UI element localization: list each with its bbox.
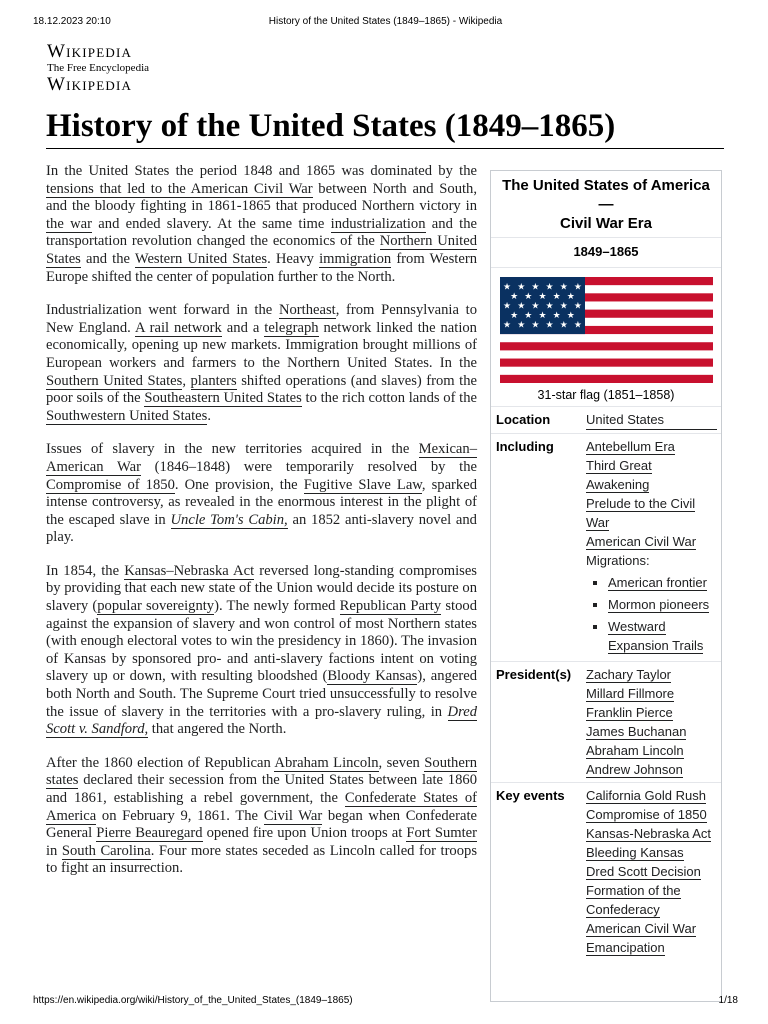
president-link[interactable]: Millard Fillmore bbox=[586, 686, 675, 701]
link-compromise-1850[interactable]: Compromise of 1850 bbox=[46, 476, 175, 493]
text: In the United States the period 1848 and 1865 was dominated by the bbox=[46, 163, 477, 179]
flag-star: ★ bbox=[559, 282, 568, 293]
print-footer bbox=[33, 995, 738, 1009]
key-events-label: Key events bbox=[496, 788, 565, 803]
flag-caption: 31-star flag (1851–1858) bbox=[537, 388, 675, 402]
event-link[interactable]: Emancipation bbox=[586, 940, 665, 955]
text: , sparked intense controversy, as revealed in the enormous interest in the plight of the escaped slave in bbox=[46, 476, 477, 528]
including-link[interactable]: Antebellum Era bbox=[586, 439, 675, 454]
print-header bbox=[33, 16, 738, 30]
infobox-title-era: Civil War Era bbox=[560, 215, 652, 232]
link-telegraph[interactable]: telegraph bbox=[264, 319, 319, 336]
event-link[interactable]: Compromise of 1850 bbox=[586, 807, 707, 822]
flag-star: ★ bbox=[559, 320, 568, 331]
location-link[interactable]: United States bbox=[586, 410, 717, 430]
flag-star: ★ bbox=[503, 320, 512, 331]
infobox-row-location bbox=[491, 406, 721, 433]
flag-star: ★ bbox=[531, 282, 540, 293]
link-rail-network[interactable]: A rail network bbox=[134, 319, 222, 336]
flag-star: ★ bbox=[545, 301, 554, 312]
flag-star: ★ bbox=[552, 292, 561, 303]
italic-title: Uncle Tom's Cabin, bbox=[170, 511, 288, 528]
text: After the 1860 election of Republican bbox=[46, 754, 275, 771]
flag-star: ★ bbox=[545, 282, 554, 293]
infobox bbox=[490, 170, 722, 1002]
infobox-title-country: The United States of America bbox=[502, 177, 710, 194]
migration-link[interactable]: Mormon pioneers bbox=[608, 597, 710, 612]
flag-red-stripe bbox=[500, 375, 713, 383]
print-title: History of the United States (1849–1865) - Wikipedia bbox=[268, 16, 503, 27]
flag-star: ★ bbox=[573, 320, 582, 331]
text: . Heavy bbox=[267, 250, 320, 267]
logo-wordmark-top: Wikipedia bbox=[47, 41, 133, 62]
link-fugitive-slave-law[interactable]: Fugitive Slave Law bbox=[303, 476, 422, 493]
flag-star: ★ bbox=[566, 311, 575, 322]
text: ). The newly formed bbox=[214, 598, 340, 615]
flag-star: ★ bbox=[545, 320, 554, 331]
flag-star: ★ bbox=[559, 301, 568, 312]
paragraph-industrialization bbox=[46, 302, 477, 425]
link-mexican-american-war[interactable]: Mexican–American War bbox=[46, 441, 477, 475]
flag-star: ★ bbox=[524, 311, 533, 322]
text: to the rich cotton lands of the bbox=[301, 390, 477, 407]
president-link[interactable]: Franklin Pierce bbox=[586, 705, 673, 720]
flag-star: ★ bbox=[517, 301, 526, 312]
flag-star: ★ bbox=[538, 311, 547, 322]
text: that angered the North. bbox=[148, 721, 287, 738]
flag-star: ★ bbox=[517, 282, 526, 293]
flag-star: ★ bbox=[531, 320, 540, 331]
italic-title: Dred Scott v. Sandford, bbox=[46, 703, 477, 738]
text: , bbox=[182, 372, 191, 389]
infobox-title bbox=[491, 171, 721, 237]
text: opened fire upon Union troops at bbox=[202, 825, 407, 842]
link-confederate-states[interactable]: Confederate States of America bbox=[46, 790, 477, 824]
president-link[interactable]: Andrew Johnson bbox=[586, 762, 683, 777]
link-southeastern-us[interactable]: Southeastern United States bbox=[144, 390, 302, 407]
link-immigration[interactable]: immigration bbox=[319, 250, 392, 267]
link-southern-states[interactable]: Southern states bbox=[46, 754, 477, 789]
link-industrialization[interactable]: industrialization bbox=[330, 215, 426, 232]
text: shifted operations (and slaves) from the poor soils of the bbox=[46, 372, 477, 407]
link-tensions[interactable]: tensions that led to the American Civil War bbox=[46, 180, 313, 197]
event-link[interactable]: American Civil War bbox=[586, 921, 697, 936]
flag-star: ★ bbox=[552, 311, 561, 322]
event-link[interactable]: Bleeding Kansas bbox=[586, 845, 684, 860]
text: . bbox=[207, 407, 211, 424]
text: . Four more states seceded as Lincoln called for troops to fight an insurrection. bbox=[46, 842, 477, 877]
text: , from Pennsylvania to New England. bbox=[46, 302, 478, 336]
location-label: Location bbox=[496, 412, 551, 427]
paragraph-slavery-issues bbox=[46, 441, 477, 547]
text: and the transportation revolution changed the economics of the bbox=[46, 215, 477, 250]
flag-red-stripe bbox=[500, 342, 713, 350]
including-link[interactable]: American Civil War bbox=[586, 534, 697, 549]
president-link[interactable]: James Buchanan bbox=[586, 724, 687, 739]
paragraph-kansas-nebraska bbox=[46, 563, 477, 739]
text: network linked the nation economically, opening up new markets. Immigration brought millions of European workers and farmers to the Northern United States. In the bbox=[46, 319, 477, 371]
paragraph-intro bbox=[46, 163, 477, 286]
wikipedia-logo[interactable] bbox=[47, 42, 177, 95]
text: ), angered both North and South. The Supreme Court tried unsuccessfully to resolve the issue of slavery in the territories with a pro-slavery ruling, in bbox=[46, 668, 477, 720]
president-link[interactable]: Zachary Taylor bbox=[586, 667, 672, 682]
link-southwestern-us[interactable]: Southwestern United States bbox=[46, 407, 208, 424]
text: between North and South, and the bloody fighting in 1861-1865 that produced Northern victory in bbox=[46, 180, 477, 215]
text: an 1852 anti-slavery novel and play. bbox=[46, 511, 477, 546]
text: declared their secession from the United States between late 1860 and 1861, establishing a rebel government, the bbox=[46, 772, 477, 806]
flag-star: ★ bbox=[510, 311, 519, 322]
including-label: Including bbox=[496, 439, 554, 454]
us-31-star-flag-image[interactable] bbox=[500, 277, 713, 383]
link-northern-us[interactable]: Northern United States bbox=[46, 233, 477, 267]
link-western-us[interactable]: Western United States bbox=[134, 250, 268, 267]
flag-star: ★ bbox=[531, 301, 540, 312]
flag-star: ★ bbox=[573, 282, 582, 293]
text: began when Confederate General bbox=[46, 807, 477, 842]
link-southern-us[interactable]: Southern United States bbox=[46, 372, 183, 389]
list-item bbox=[608, 573, 717, 592]
text: In 1854, the bbox=[46, 562, 125, 579]
link-fort-sumter[interactable]: Fort Sumter bbox=[406, 825, 477, 842]
event-link[interactable]: Dred Scott Decision bbox=[586, 864, 701, 879]
text: on February 9, 1861. The bbox=[96, 807, 264, 824]
link-northeast[interactable]: Northeast bbox=[278, 302, 336, 319]
presidents-label: President(s) bbox=[496, 667, 572, 682]
infobox-row-presidents bbox=[491, 661, 721, 782]
flag-star: ★ bbox=[566, 292, 575, 303]
logo-tagline: The Free Encyclopedia bbox=[47, 62, 150, 74]
link-bloody-kansas[interactable]: Bloody Kansas bbox=[327, 668, 418, 685]
including-link[interactable]: Prelude to the Civil War bbox=[586, 496, 696, 530]
page-title: History of the United States (1849–1865) bbox=[46, 106, 724, 149]
flag-container bbox=[491, 268, 721, 383]
flag-canton bbox=[500, 277, 585, 334]
link-popular-sovereignty[interactable]: popular sovereignty bbox=[97, 598, 215, 615]
list-item bbox=[608, 595, 717, 614]
link-civil-war[interactable]: Civil War bbox=[263, 807, 323, 824]
infobox-row-including bbox=[491, 433, 721, 661]
flag-star: ★ bbox=[524, 292, 533, 303]
text: reversed long-standing compromises by providing that each new state of the Union would decide its posture on slavery ( bbox=[46, 562, 477, 615]
text: (1846–1848) were temporarily resolved by the bbox=[140, 458, 477, 475]
link-pierre-beauregard[interactable]: Pierre Beauregard bbox=[96, 825, 203, 842]
infobox-row-key-events bbox=[491, 782, 721, 960]
flag-star: ★ bbox=[503, 282, 512, 293]
print-url: https://en.wikipedia.org/wiki/History_of_the_United_States_(1849–1865) bbox=[33, 995, 353, 1006]
article-body bbox=[46, 163, 477, 894]
flag-star: ★ bbox=[510, 292, 519, 303]
link-south-carolina[interactable]: South Carolina bbox=[61, 842, 151, 859]
link-kansas-nebraska-act[interactable]: Kansas–Nebraska Act bbox=[124, 562, 255, 579]
text: , seven bbox=[378, 754, 425, 771]
text: Issues of slavery in the new territories acquired in the bbox=[46, 441, 419, 458]
print-page-number: 1/18 bbox=[718, 995, 738, 1006]
link-planters[interactable]: planters bbox=[190, 372, 237, 389]
paragraph-secession bbox=[46, 755, 477, 878]
text: Industrialization went forward in the bbox=[46, 302, 279, 319]
migrations-label: Migrations: bbox=[586, 553, 650, 568]
including-link[interactable]: Third Great Awakening bbox=[586, 458, 652, 492]
text: stood against the expansion of slavery and won control of most Northern states (with enough electoral votes to win the presidency in 1860). The invasion of Kansas by sponsored pro- and anti-slavery factions intent on voting slavery up or down, with resulting bloodshed ( bbox=[46, 598, 477, 685]
infobox-period: 1849–1865 bbox=[491, 237, 721, 268]
event-link[interactable]: Formation of the Confederacy bbox=[586, 883, 681, 917]
migration-link[interactable]: Westward Expansion Trails bbox=[608, 619, 704, 653]
migration-link[interactable]: American frontier bbox=[608, 575, 707, 590]
link-the-war[interactable]: the war bbox=[46, 215, 92, 232]
link-uncle-toms-cabin[interactable] bbox=[171, 512, 288, 529]
flag-star: ★ bbox=[538, 292, 547, 303]
text: and ended slavery. At the same time bbox=[92, 215, 331, 232]
logo-wordmark-bottom: Wikipedia bbox=[47, 74, 133, 95]
link-republican-party[interactable]: Republican Party bbox=[339, 598, 442, 615]
event-link[interactable]: California Gold Rush bbox=[586, 788, 706, 803]
list-item bbox=[608, 617, 717, 655]
link-abraham-lincoln[interactable]: Abraham Lincoln bbox=[274, 754, 379, 771]
migrations-list bbox=[586, 573, 717, 655]
flag-star: ★ bbox=[517, 320, 526, 331]
text: in bbox=[46, 842, 62, 859]
print-date: 18.12.2023 20:10 bbox=[33, 16, 111, 27]
flag-star: ★ bbox=[503, 301, 512, 312]
text: from Western Europe shifted the center of population further to the North. bbox=[46, 250, 477, 285]
flag-red-stripe bbox=[500, 359, 713, 367]
infobox-title-separator: — bbox=[598, 196, 614, 213]
text: and a bbox=[221, 319, 265, 336]
text: and the bbox=[80, 250, 135, 267]
flag-star: ★ bbox=[573, 301, 582, 312]
text: . One provision, the bbox=[174, 476, 304, 493]
president-link[interactable]: Abraham Lincoln bbox=[586, 743, 684, 758]
event-link[interactable]: Kansas-Nebraska Act bbox=[586, 826, 712, 841]
